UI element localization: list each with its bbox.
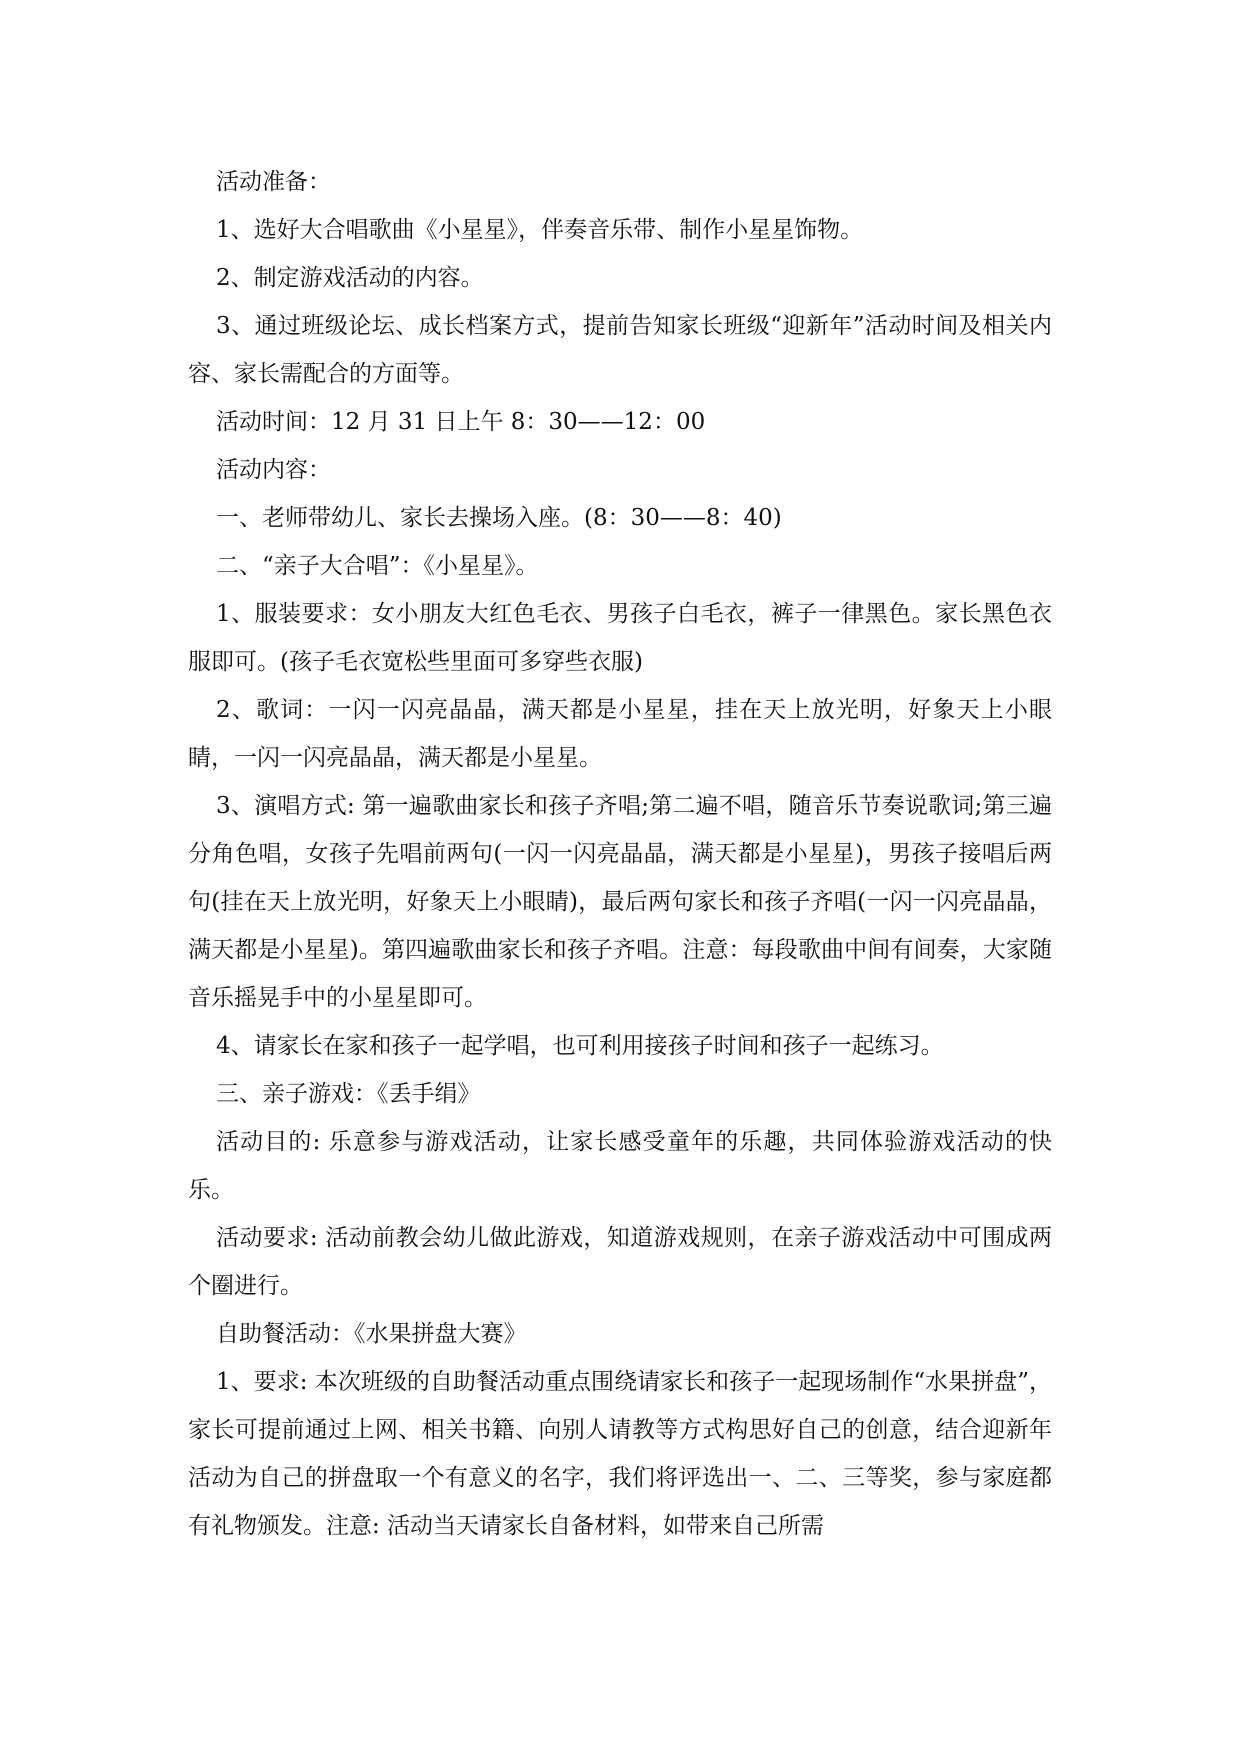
paragraph-game-purpose: 活动目的: 乐意参与游戏活动，让家长感受童年的乐趣，共同体验游戏活动的快乐。 <box>188 1129 1052 1203</box>
paragraph-practice: 4、请家长在家和孩子一起学唱，也可利用接孩子时间和孩子一起练习。 <box>216 1033 944 1059</box>
paragraph-buffet-requirement: 1、要求: 本次班级的自助餐活动重点围绕请家长和孩子一起现场制作“水果拼盘”，家长可提前通过上网、相关书籍、向别人请教等方式构思好自己的创意，结合迎新年活动为自己的拼盘取一个有意义的名字，我们将评选出一、二、三等奖，参与家庭都有礼物颁发。注意: 活动当天请家长自备材料，如带来自己所需 <box>188 1369 1052 1539</box>
paragraph-costume: 1、服装要求：女小朋友大红色毛衣、男孩子白毛衣，裤子一律黑色。家长黑色衣服即可。(孩子毛衣宽松些里面可多穿些衣服) <box>188 601 1052 675</box>
paragraph-prep-heading: 活动准备： <box>216 169 331 195</box>
paragraph-section-2: 二、“亲子大合唱”：《小星星》。 <box>216 553 539 579</box>
document-body <box>188 158 1052 1550</box>
paragraph-section-1: 一、老师带幼儿、家长去操场入座。(8：30——8：40) <box>216 505 782 531</box>
paragraph-singing-method: 3、演唱方式: 第一遍歌曲家长和孩子齐唱;第二遍不唱，随音乐节奏说歌词;第三遍分角色唱，女孩子先唱前两句(一闪一闪亮晶晶，满天都是小星星)，男孩子接唱后两句(挂在天上放光明，好象天上小眼睛)，最后两句家长和孩子齐唱(一闪一闪亮晶晶，满天都是小星星)。第四遍歌曲家长和孩子齐唱。注意：每段歌曲中间有间奏，大家随音乐摇晃手中的小星星即可。 <box>188 793 1052 1011</box>
paragraph-lyrics: 2、歌词：一闪一闪亮晶晶，满天都是小星星，挂在天上放光明，好象天上小眼睛，一闪一闪亮晶晶，满天都是小星星。 <box>188 697 1052 771</box>
paragraph-content-heading: 活动内容： <box>216 457 331 483</box>
paragraph-game-requirement: 活动要求: 活动前教会幼儿做此游戏，知道游戏规则，在亲子游戏活动中可围成两个圈进行。 <box>188 1225 1052 1299</box>
paragraph-prep-2: 2、制定游戏活动的内容。 <box>216 265 484 291</box>
paragraph-prep-1: 1、选好大合唱歌曲《小星星》，伴奏音乐带、制作小星星饰物。 <box>216 217 864 243</box>
paragraph-buffet-heading: 自助餐活动：《水果拼盘大赛》 <box>216 1321 527 1347</box>
paragraph-activity-time: 活动时间：12 月 31 日上午 8：30——12：00 <box>216 409 706 435</box>
paragraph-prep-3: 3、通过班级论坛、成长档案方式，提前告知家长班级“迎新年”活动时间及相关内容、家长需配合的方面等。 <box>188 313 1052 387</box>
paragraph-section-3: 三、亲子游戏：《丢手绢》 <box>216 1081 481 1107</box>
